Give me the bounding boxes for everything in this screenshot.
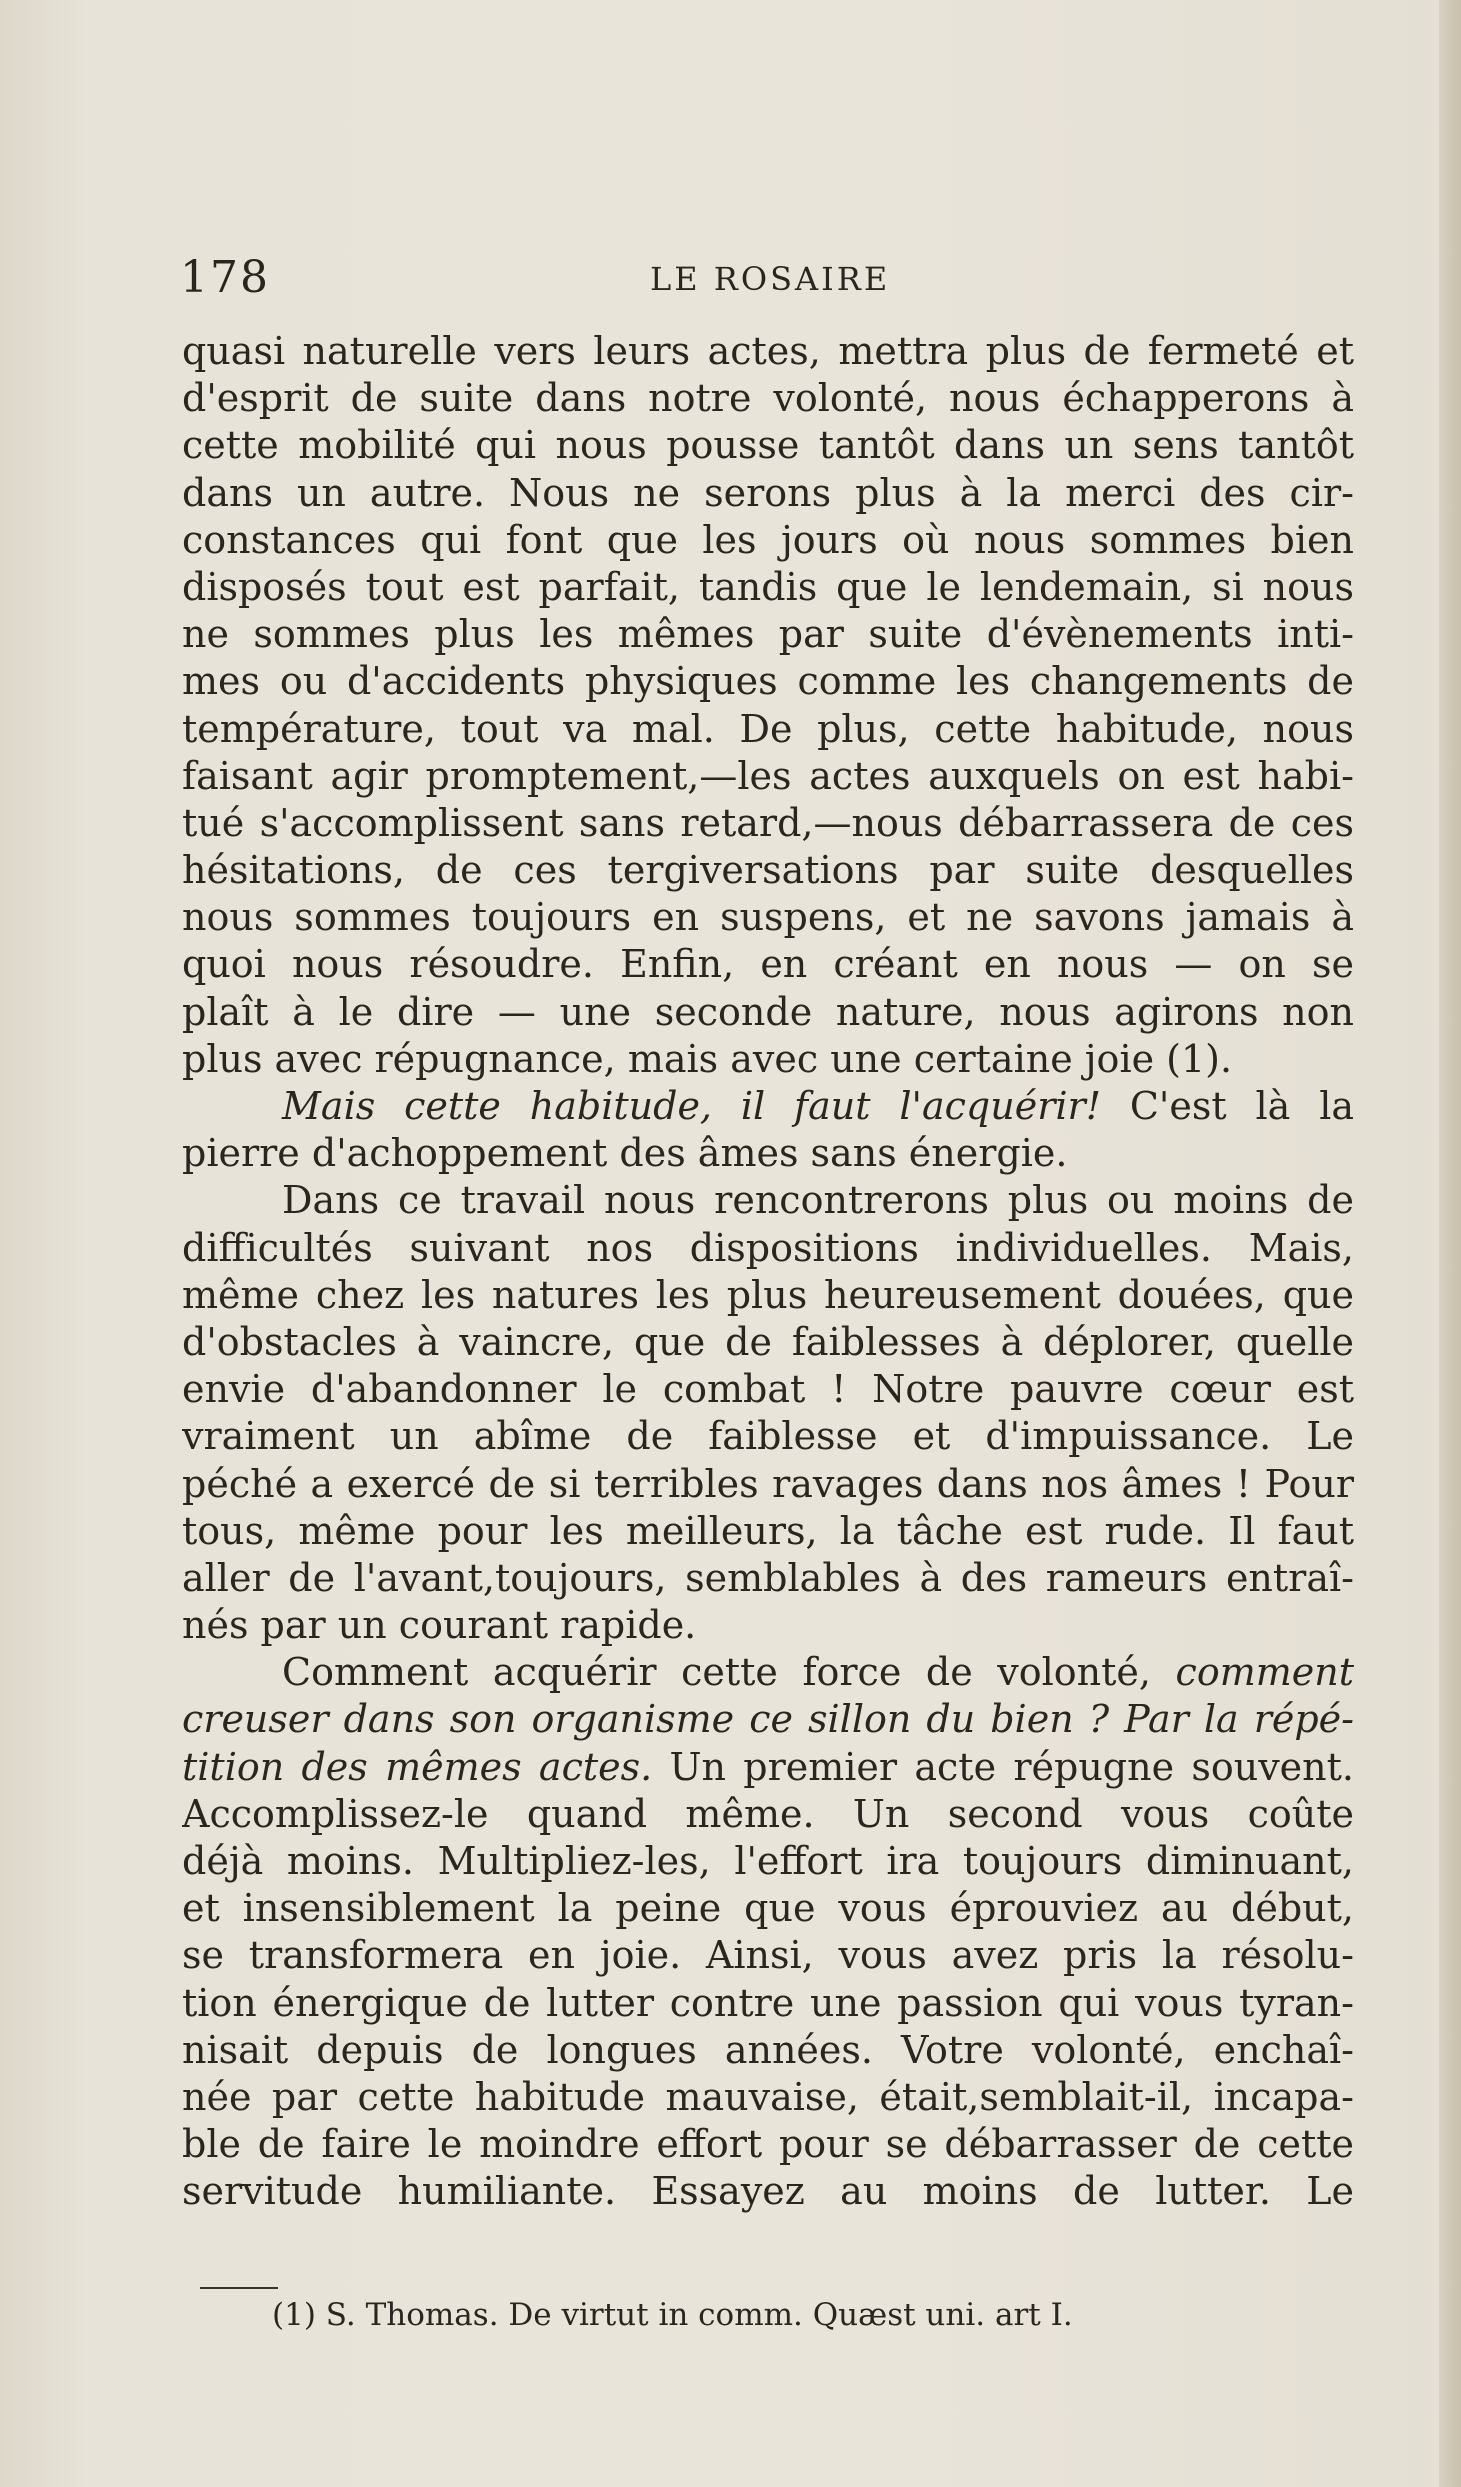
text-line: servitude humiliante. Essayez au moins de lutter. Le [182,2169,1354,2214]
italic-phrase: creuser dans son organisme ce sillon du bien ? Par la répé- [182,1697,1354,1742]
paragraph-4-line-2 [182,1696,1354,1743]
text-line: d'esprit de suite dans notre volonté, nous échapperons à [182,376,1354,421]
page-header [180,252,1350,312]
text-line: tous, même pour les meilleurs, la tâche est rude. Il faut [182,1508,1354,1553]
footnote-rule [200,2287,278,2289]
italic-phrase: comment [1175,1650,1354,1695]
body-text [182,328,1354,2216]
text-line: faisant agir promptement,—les actes auxquels on est habi- [182,753,1354,798]
text-line: même chez les natures les plus heureusement douées, que [182,1272,1354,1317]
italic-phrase: Mais cette habitude, il faut l'acquérir! [282,1084,1101,1128]
text-line: nous sommes toujours en suspens, et ne savons jamais à [182,895,1354,940]
text-line: nisait depuis de longues années. Votre volonté, enchaî- [182,2027,1354,2072]
paragraph-4-line-3 [182,1744,1354,1791]
page-gutter [1439,0,1461,2487]
text-line: hésitations, de ces tergiversations par suite desquelles [182,848,1354,893]
text-line: ne sommes plus les mêmes par suite d'évènements inti- [182,612,1354,657]
text-line: née par cette habitude mauvaise, était,semblait-il, incapa- [182,2074,1354,2119]
text-run: Comment acquérir cette force de volonté, [282,1650,1176,1695]
text-line: Accomplissez-le quand même. Un second vous coûte [182,1791,1354,1836]
text-line: constances qui font que les jours où nous sommes bien [182,517,1354,562]
text-run: Un premier acte répugne souvent. [652,1744,1354,1789]
text-line: envie d'abandonner le combat ! Notre pauvre cœur est [182,1367,1354,1412]
text-line: quoi nous résoudre. Enfin, en créant en nous — on se [182,942,1354,987]
text-line: déjà moins. Multipliez-les, l'effort ira toujours diminuant, [182,1839,1354,1883]
text-line: nés par un courant rapide. [182,1603,697,1648]
text-line: d'obstacles à vaincre, que de faiblesses à déplorer, quelle [182,1319,1354,1364]
text-run: C'est là la [1100,1084,1354,1128]
text-line: pierre d'achoppement des âmes sans énergie. [182,1131,1068,1176]
text-line: ble de faire le moindre effort pour se débarrasser de cette [182,2122,1354,2167]
page-number: 178 [180,252,270,303]
text-line: difficultés suivant nos dispositions individuelles. Mais, [182,1225,1354,1270]
text-line: plus avec répugnance, mais avec une certaine joie (1). [182,1036,1233,1081]
paragraph-4-line-1 [182,1649,1354,1696]
text-line: disposés tout est parfait, tandis que le lendemain, si nous [182,564,1354,609]
text-line: vraiment un abîme de faiblesse et d'impuissance. Le [182,1414,1354,1459]
text-line: et insensiblement la peine que vous éprouviez au début, [182,1886,1354,1931]
text-line: se transformera en joie. Ainsi, vous avez pris la résolu- [182,1933,1354,1978]
text-line: péché a exercé de si terribles ravages dans nos âmes ! Pour [182,1461,1354,1506]
text-line: tion énergique de lutter contre une passion qui vous tyran- [182,1980,1354,2025]
text-line: tué s'accomplissent sans retard,—nous débarrassera de ces [182,800,1354,845]
text-line: température, tout va mal. De plus, cette habitude, nous [182,706,1354,751]
text-line: dans un autre. Nous ne serons plus à la merci des cir- [182,470,1354,515]
text-line: plaît à le dire — une seconde nature, nous agirons non [182,989,1354,1034]
text-line: Dans ce travail nous rencontrerons plus ou moins de [282,1178,1354,1223]
running-title: LE ROSAIRE [650,260,891,298]
paragraph-2-line-1 [182,1083,1354,1130]
text-line: cette mobilité qui nous pousse tantôt dans un sens tantôt [182,423,1354,468]
italic-phrase: tition des mêmes actes. [182,1744,653,1789]
text-line: quasi naturelle vers leurs actes, mettra plus de fermeté et [182,329,1354,373]
text-line: mes ou d'accidents physiques comme les changements de [182,659,1354,704]
text-line: aller de l'avant,toujours, semblables à des rameurs entraî- [182,1555,1354,1600]
footnote: (1) S. Thomas. De virtut in comm. Quæst uni. art I. [272,2297,1073,2333]
